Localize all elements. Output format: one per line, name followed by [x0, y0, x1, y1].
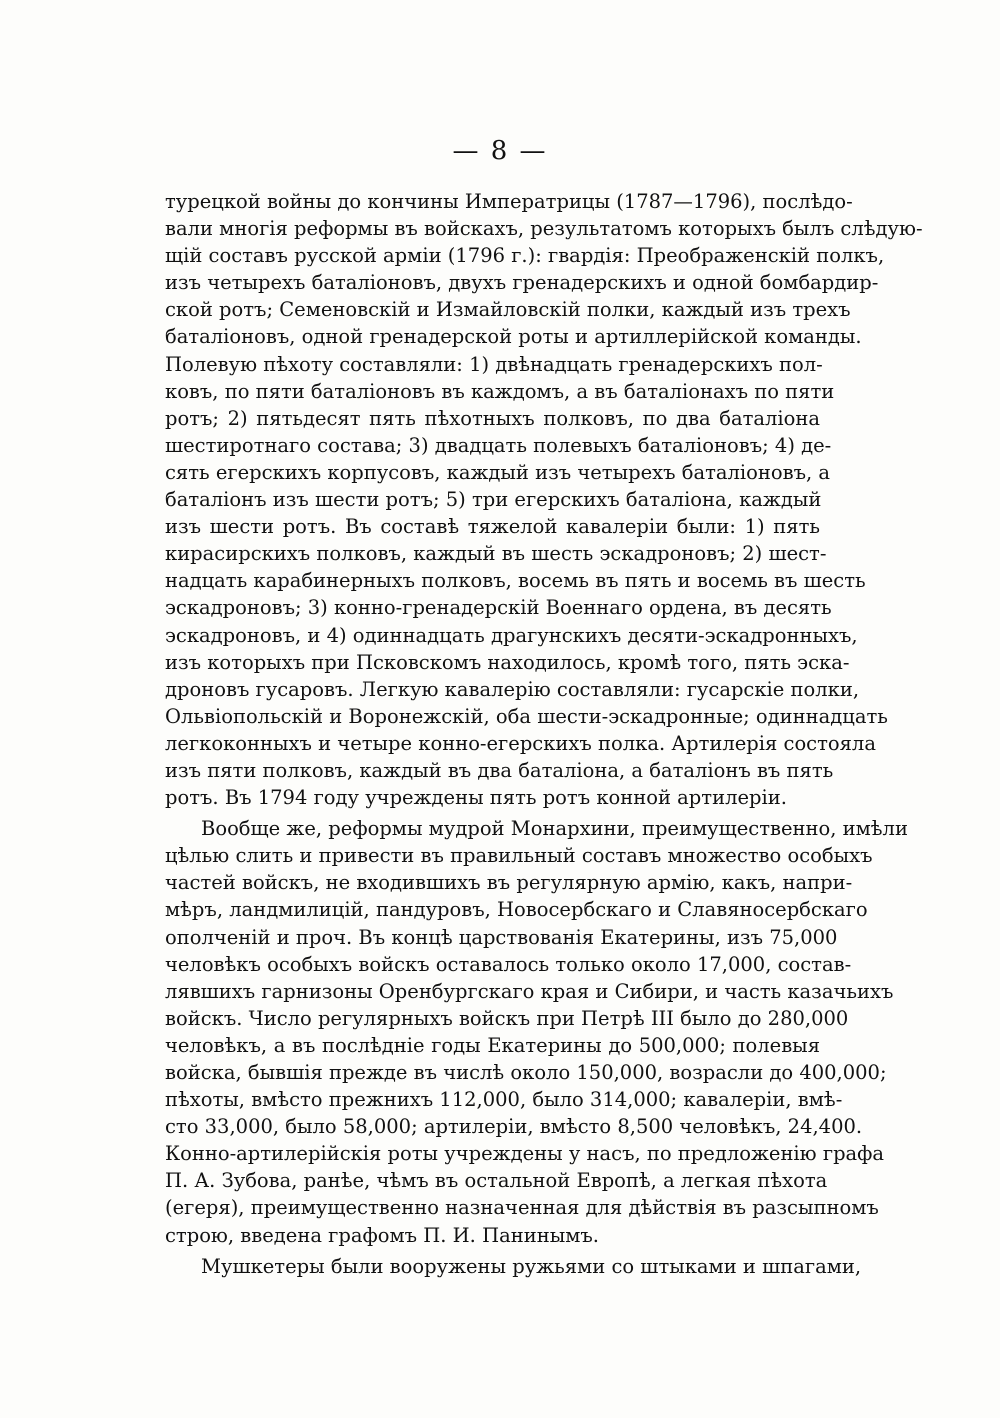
text-line: Ольвіопольскій и Воронежскій, оба шести-эскадронные; одиннадцать — [165, 704, 888, 728]
text-line: цѣлью слить и привести въ правильный составъ множество особыхъ — [165, 844, 873, 868]
text-line: ской ротъ; Семеновскій и Измайловскій полки, каждый изъ трехъ — [165, 298, 851, 322]
page-number: — 8 — — [452, 136, 548, 166]
text-line: пѣхоты, вмѣсто прежнихъ 112,000, было 314,000; кавалеріи, вмѣ- — [165, 1088, 843, 1112]
text-line: эскадроновъ; 3) конно-гренадерскій Военнаго ордена, въ десять — [165, 596, 832, 620]
text-line: частей войскъ, не входившихъ въ регулярную армію, какъ, напри- — [165, 871, 853, 895]
text-line: турецкой войны до кончины Императрицы (1787—1796), послѣдо- — [165, 190, 853, 213]
text-line: сять егерскихъ корпусовъ, каждый изъ четырехъ баталіоновъ, а — [165, 460, 830, 484]
text-line: кирасирскихъ полковъ, каждый въ шесть эскадроновъ; 2) шест- — [165, 542, 827, 566]
text-line: (егеря), преимущественно назначенная для дѣйствія въ разсыпномъ — [165, 1196, 879, 1220]
text-line: Мушкетеры были вооружены ружьями со штыками и шпагами, — [201, 1254, 862, 1278]
text-line: мѣръ, ландмилицій, пандуровъ, Новосербскаго и Славяносербскаго — [165, 898, 868, 922]
text-line: изъ шести ротъ. Въ составѣ тяжелой кавалеріи были: 1) пять — [165, 515, 820, 539]
text-line: изъ которыхъ при Псковскомъ находилось, кромѣ того, пять эска- — [165, 650, 850, 674]
text-line: Конно-артилерійскія роты учреждены у насъ, по предложенію графа — [165, 1142, 885, 1166]
text-line: Вообще же, реформы мудрой Монархини, преимущественно, имѣли — [201, 817, 908, 841]
text-line: человѣкъ особыхъ войскъ оставалось только около 17,000, состав- — [165, 952, 852, 976]
text-line: строю, введена графомъ П. И. Панинымъ. — [165, 1223, 599, 1247]
text-line: лявшихъ гарнизоны Оренбургскаго края и Сибири, и часть казачьихъ — [165, 979, 894, 1003]
text-line: ротъ. Въ 1794 году учреждены пять ротъ конной артилеріи. — [165, 786, 787, 810]
text-line: сто 33,000, было 58,000; артилеріи, вмѣсто 8,500 человѣкъ, 24,400. — [165, 1115, 863, 1139]
body-text — [165, 188, 923, 1280]
text-line: баталіоновъ, одной гренадерской роты и артиллерійской команды. — [165, 325, 862, 349]
text-line: шестиротнаго состава; 3) двадцать полевыхъ баталіоновъ; 4) де- — [165, 433, 832, 457]
text-line: ковъ, по пяти баталіоновъ въ каждомъ, а въ баталіонахъ по пяти — [165, 379, 835, 403]
text-line: вали многія реформы въ войскахъ, результатомъ которыхъ былъ слѣдую- — [165, 217, 923, 241]
text-line: изъ пяти полковъ, каждый въ два баталіона, а баталіонъ въ пять — [165, 758, 834, 782]
text-line: человѣкъ, а въ послѣдніе годы Екатерины до 500,000; полевыя — [165, 1033, 820, 1057]
text-line: Полевую пѣхоту составляли: 1) двѣнадцать гренадерскихъ пол- — [165, 352, 823, 376]
text-line: ротъ; 2) пятьдесят пять пѣхотныхъ полковъ, по два баталіона — [165, 406, 820, 430]
text-line: эскадроновъ, и 4) одиннадцать драгунскихъ десяти-эскадронныхъ, — [165, 623, 858, 647]
text-line: П. А. Зубова, ранѣе, чѣмъ въ остальной Европѣ, а легкая пѣхота — [165, 1169, 828, 1193]
text-line: войскъ. Число регулярныхъ войскъ при Петрѣ III было до 280,000 — [165, 1006, 849, 1030]
text-line: баталіонъ изъ шести ротъ; 5) три егерскихъ баталіона, каждый — [165, 488, 822, 512]
text-line: дроновъ гусаровъ. Легкую кавалерію составляли: гусарскіе полки, — [165, 677, 860, 701]
text-line: легкоконныхъ и четыре конно-егерскихъ полка. Артилерія состояла — [165, 731, 876, 755]
text-line: изъ четырехъ баталіоновъ, двухъ гренадерскихъ и одной бомбардир- — [165, 271, 879, 295]
text-line: войска, бывшія прежде въ числѣ около 150,000, возрасли до 400,000; — [165, 1061, 887, 1084]
text-line: ополченій и проч. Въ концѣ царствованія Екатерины, изъ 75,000 — [165, 925, 838, 949]
text-line: надцать карабинерныхъ полковъ, восемь въ пять и восемь въ шесть — [165, 569, 866, 593]
text-line: щій составъ русской арміи (1796 г.): гвардія: Преображенскій полкъ, — [165, 244, 885, 268]
